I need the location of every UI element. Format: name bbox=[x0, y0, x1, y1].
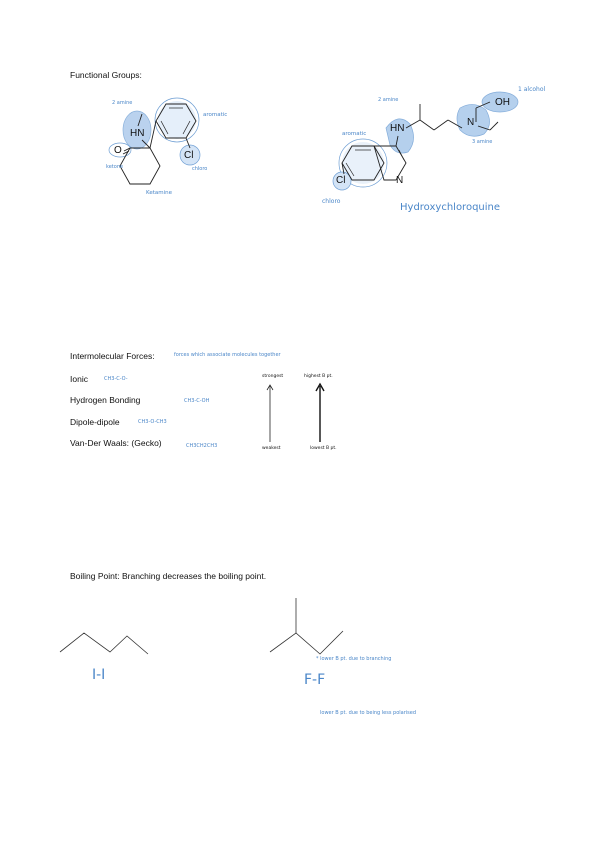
force-dipole-label: Dipole-dipole bbox=[70, 417, 120, 427]
ketamine-o-atom: O bbox=[114, 145, 122, 156]
arrow2-top-label: highest B pt. bbox=[304, 374, 333, 379]
force-dipole-example: CH3-O-CH3 bbox=[138, 419, 167, 425]
intermolecular-forces-heading: Intermolecular Forces: bbox=[70, 351, 155, 361]
force-vdw-label: Van-Der Waals: (Gecko) bbox=[70, 438, 162, 448]
boiling-point-heading: Boiling Point: Branching decreases the boiling point. bbox=[70, 571, 267, 581]
force-hbond-example: CH3-C-OH bbox=[184, 398, 210, 404]
hcq-amine3-note: 3 amine bbox=[472, 139, 493, 145]
hcq-aromatic-note: aromatic bbox=[342, 131, 367, 137]
hcq-cl-atom: Cl bbox=[336, 175, 346, 186]
linear-chain-label: I-I bbox=[92, 667, 106, 683]
ketamine-chloro-note: chloro bbox=[192, 166, 208, 172]
force-hbond-label: Hydrogen Bonding bbox=[70, 395, 141, 405]
force-ionic-label: Ionic bbox=[70, 374, 88, 384]
hcq-tertiary-n-atom: N bbox=[467, 117, 475, 128]
ketamine-aromatic-note: aromatic bbox=[203, 112, 228, 118]
force-ionic-example: CH3-C-O- bbox=[104, 376, 128, 382]
polarity-note: lower B pt. due to being less polarised bbox=[320, 710, 417, 716]
ketamine-amine-note: 2 amine bbox=[112, 100, 133, 106]
force-vdw-example: CH3CH2CH3 bbox=[186, 443, 218, 449]
hcq-name-note: Hydroxychloroquine bbox=[400, 202, 501, 213]
hcq-amine2-note: 2 amine bbox=[378, 97, 399, 103]
hcq-alcohol-note: 1 alcohol bbox=[518, 86, 546, 93]
intermolecular-forces-note: forces which associate molecules together bbox=[174, 352, 281, 358]
ketamine-nh-atom: HN bbox=[130, 128, 145, 139]
ketamine-ketone-note: ketone bbox=[106, 164, 124, 170]
hcq-ring-n-atom: N bbox=[396, 175, 404, 186]
arrow2-bottom-label: lowest B pt. bbox=[310, 446, 337, 451]
ketamine-cl-atom: Cl bbox=[184, 150, 194, 161]
hcq-nh-atom: HN bbox=[390, 123, 405, 134]
hcq-oh-atom: OH bbox=[495, 97, 510, 108]
ketamine-name-note: Ketamine bbox=[146, 190, 172, 196]
branched-chain-label: F-F bbox=[304, 672, 326, 688]
arrow1-top-label: strongest bbox=[262, 374, 284, 379]
branching-note: * lower B pt. due to branching bbox=[316, 656, 392, 662]
hcq-chloro-note: chloro bbox=[322, 198, 341, 205]
arrow1-bottom-label: weakest bbox=[262, 446, 281, 451]
functional-groups-heading: Functional Groups: bbox=[70, 70, 142, 80]
